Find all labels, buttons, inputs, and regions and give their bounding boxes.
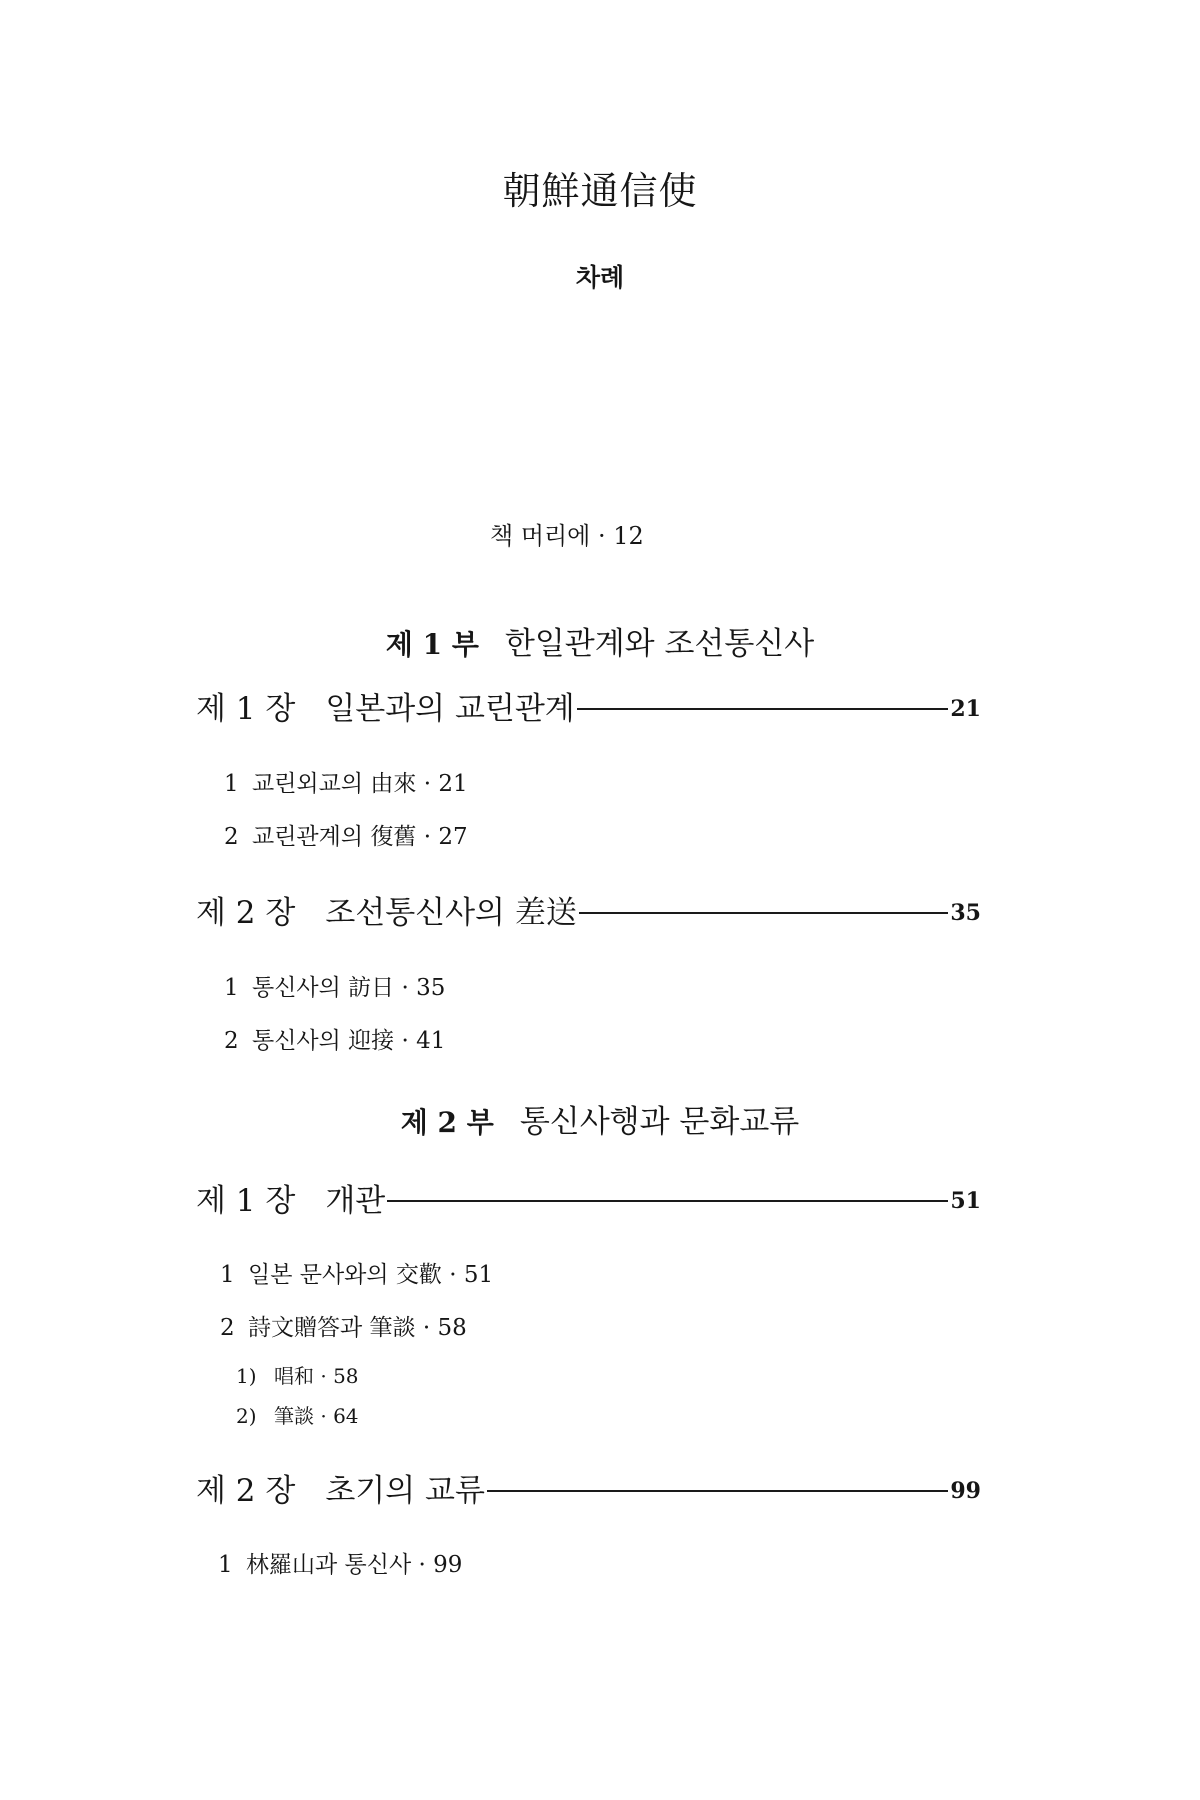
subentry-text: 唱和 · 58 xyxy=(274,1364,359,1388)
chapter-row xyxy=(196,1176,981,1220)
entry-number: 1 xyxy=(224,771,239,797)
entry-text: 詩文贈答과 筆談 · 58 xyxy=(248,1315,467,1341)
entry-number: 1 xyxy=(220,1262,235,1288)
entry-text: 교린외교의 由來 · 21 xyxy=(252,771,468,797)
book-title: 朝鮮通信使 xyxy=(502,169,698,213)
dot-leader xyxy=(579,912,949,914)
chapter-number: 제 2 장 xyxy=(196,1473,296,1509)
toc-heading: 차례 xyxy=(575,263,625,292)
entry-text: 林羅山과 통신사 · 99 xyxy=(246,1552,463,1578)
page-number: 35 xyxy=(950,900,981,926)
chapter-title: 조선통신사의 差送 xyxy=(325,895,577,931)
chapter-title: 일본과의 교린관계 xyxy=(325,691,575,727)
entry-text: 통신사의 訪日 · 35 xyxy=(252,975,446,1001)
chapter-row xyxy=(196,1466,981,1510)
toc-subentry xyxy=(236,1400,359,1429)
entry-number: 1 xyxy=(218,1552,233,1578)
toc-entry xyxy=(224,765,468,798)
toc-subentry xyxy=(236,1360,359,1389)
subentry-number: 2) xyxy=(236,1404,257,1428)
part-number: 제 2 부 xyxy=(400,1106,494,1139)
entry-text: 교린관계의 復舊 · 27 xyxy=(252,824,468,850)
page-number: 51 xyxy=(950,1188,981,1214)
chapter-number: 제 1 장 xyxy=(196,691,296,727)
entry-text: 일본 문사와의 交歡 · 51 xyxy=(248,1262,494,1288)
chapter-title: 초기의 교류 xyxy=(325,1473,485,1509)
part-title: 통신사행과 문화교류 xyxy=(519,1104,800,1140)
entry-text: 통신사의 迎接 · 41 xyxy=(252,1028,446,1054)
chapter-number: 제 1 장 xyxy=(196,1183,296,1219)
part-number: 제 1 부 xyxy=(385,628,479,661)
subentry-number: 1) xyxy=(236,1364,257,1388)
entry-number: 2 xyxy=(220,1315,235,1341)
entry-number: 1 xyxy=(224,975,239,1001)
chapter-row xyxy=(196,684,981,728)
dot-leader xyxy=(387,1200,948,1202)
part-title: 한일관계와 조선통신사 xyxy=(504,626,815,662)
page-number: 99 xyxy=(950,1478,981,1504)
toc-entry xyxy=(220,1309,467,1342)
part-heading xyxy=(0,1096,1200,1141)
toc-entry xyxy=(218,1546,462,1579)
toc-entry xyxy=(220,1256,493,1289)
toc-entry xyxy=(224,818,468,851)
page-number: 21 xyxy=(950,696,981,722)
subentry-text: 筆談 · 64 xyxy=(274,1404,359,1428)
entry-number: 2 xyxy=(224,1028,239,1054)
chapter-title: 개관 xyxy=(325,1183,386,1219)
chapter-number: 제 2 장 xyxy=(196,895,296,931)
dot-leader xyxy=(487,1490,948,1492)
chapter-row xyxy=(196,888,981,932)
part-heading xyxy=(0,618,1200,663)
dot-leader xyxy=(577,708,949,710)
toc-entry xyxy=(224,1022,445,1055)
toc-preface: 책 머리에 · 12 xyxy=(490,522,644,550)
toc-entry xyxy=(224,969,445,1002)
entry-number: 2 xyxy=(224,824,239,850)
